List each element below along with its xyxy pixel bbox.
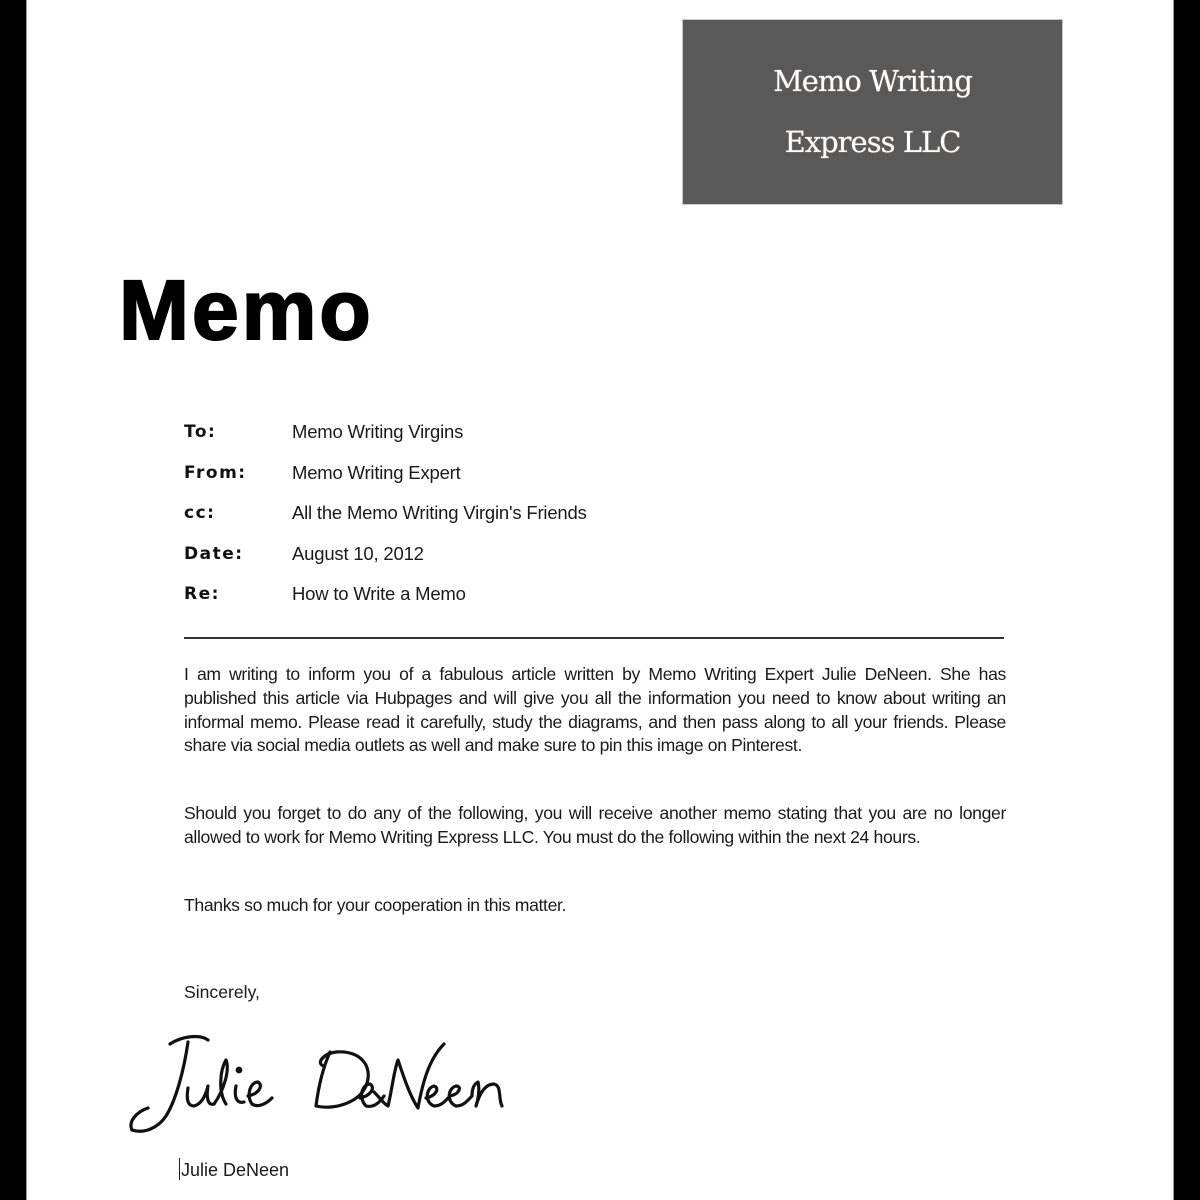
field-label-cc: cc: — [184, 503, 216, 524]
field-label-to: To: — [184, 422, 217, 443]
company-logo-box — [682, 19, 1063, 205]
header-divider — [184, 637, 1004, 639]
signature-stroke-J — [131, 1037, 208, 1132]
signature-stroke-l — [214, 1060, 227, 1104]
printed-name-text: Julie DeNeen — [181, 1160, 290, 1180]
signature-stroke-e — [248, 1082, 272, 1106]
field-label-from: From: — [184, 462, 247, 483]
field-row-re — [184, 574, 587, 615]
field-value-to[interactable]: Memo Writing Virgins — [292, 421, 464, 443]
closing-salutation[interactable]: Sincerely, — [184, 982, 260, 1002]
field-label-date: Date: — [184, 543, 244, 564]
field-label-re: Re: — [184, 584, 220, 605]
body-paragraph-1[interactable]: I am writing to inform you of a fabulous article written by Memo Writing Expert Julie DeNeen. She has published this article via Hubpages and will give you all the information you need to know about writing an informal memo. Please read it carefully, study the diagrams, and then pass along to all your friends. Please share via social media outlets as well and make sure to pin this image on Pinterest. — [184, 664, 1006, 756]
field-value-re[interactable]: How to Write a Memo — [292, 583, 466, 605]
body-paragraph-2[interactable]: Should you forget to do any of the following, you will receive another memo stating that you are no longer allowed to work for Memo Writing Express LLC. You must do the following within the next 24 hours. — [184, 803, 1006, 847]
field-value-date[interactable]: August 10, 2012 — [292, 542, 424, 564]
signature-stroke-een — [426, 1082, 502, 1106]
field-row-to — [184, 412, 587, 453]
memo-header-fields — [184, 412, 587, 615]
signature-stroke-N — [374, 1044, 444, 1108]
field-value-cc[interactable]: All the Memo Writing Virgin's Friends — [292, 502, 587, 524]
field-value-from[interactable]: Memo Writing Expert — [292, 461, 461, 483]
signature-stroke-e2 — [360, 1084, 384, 1106]
field-row-from — [184, 453, 587, 494]
signature-i-dot — [237, 1068, 241, 1072]
field-row-date — [184, 534, 587, 575]
signature-stroke-i — [235, 1086, 244, 1102]
signature-stroke-u — [187, 1086, 214, 1106]
memo-title: Memo — [119, 263, 374, 357]
text-cursor — [179, 1158, 180, 1180]
handwritten-signature — [122, 1030, 582, 1140]
printed-signature-name[interactable] — [179, 1158, 289, 1181]
company-name-line1: Memo Writing — [773, 64, 972, 98]
body-paragraph-3[interactable]: Thanks so much for your cooperation in this matter. — [184, 895, 567, 915]
field-row-cc — [184, 493, 587, 534]
memo-page — [26, 0, 1174, 1200]
company-name-line2: Express LLC — [784, 125, 961, 159]
